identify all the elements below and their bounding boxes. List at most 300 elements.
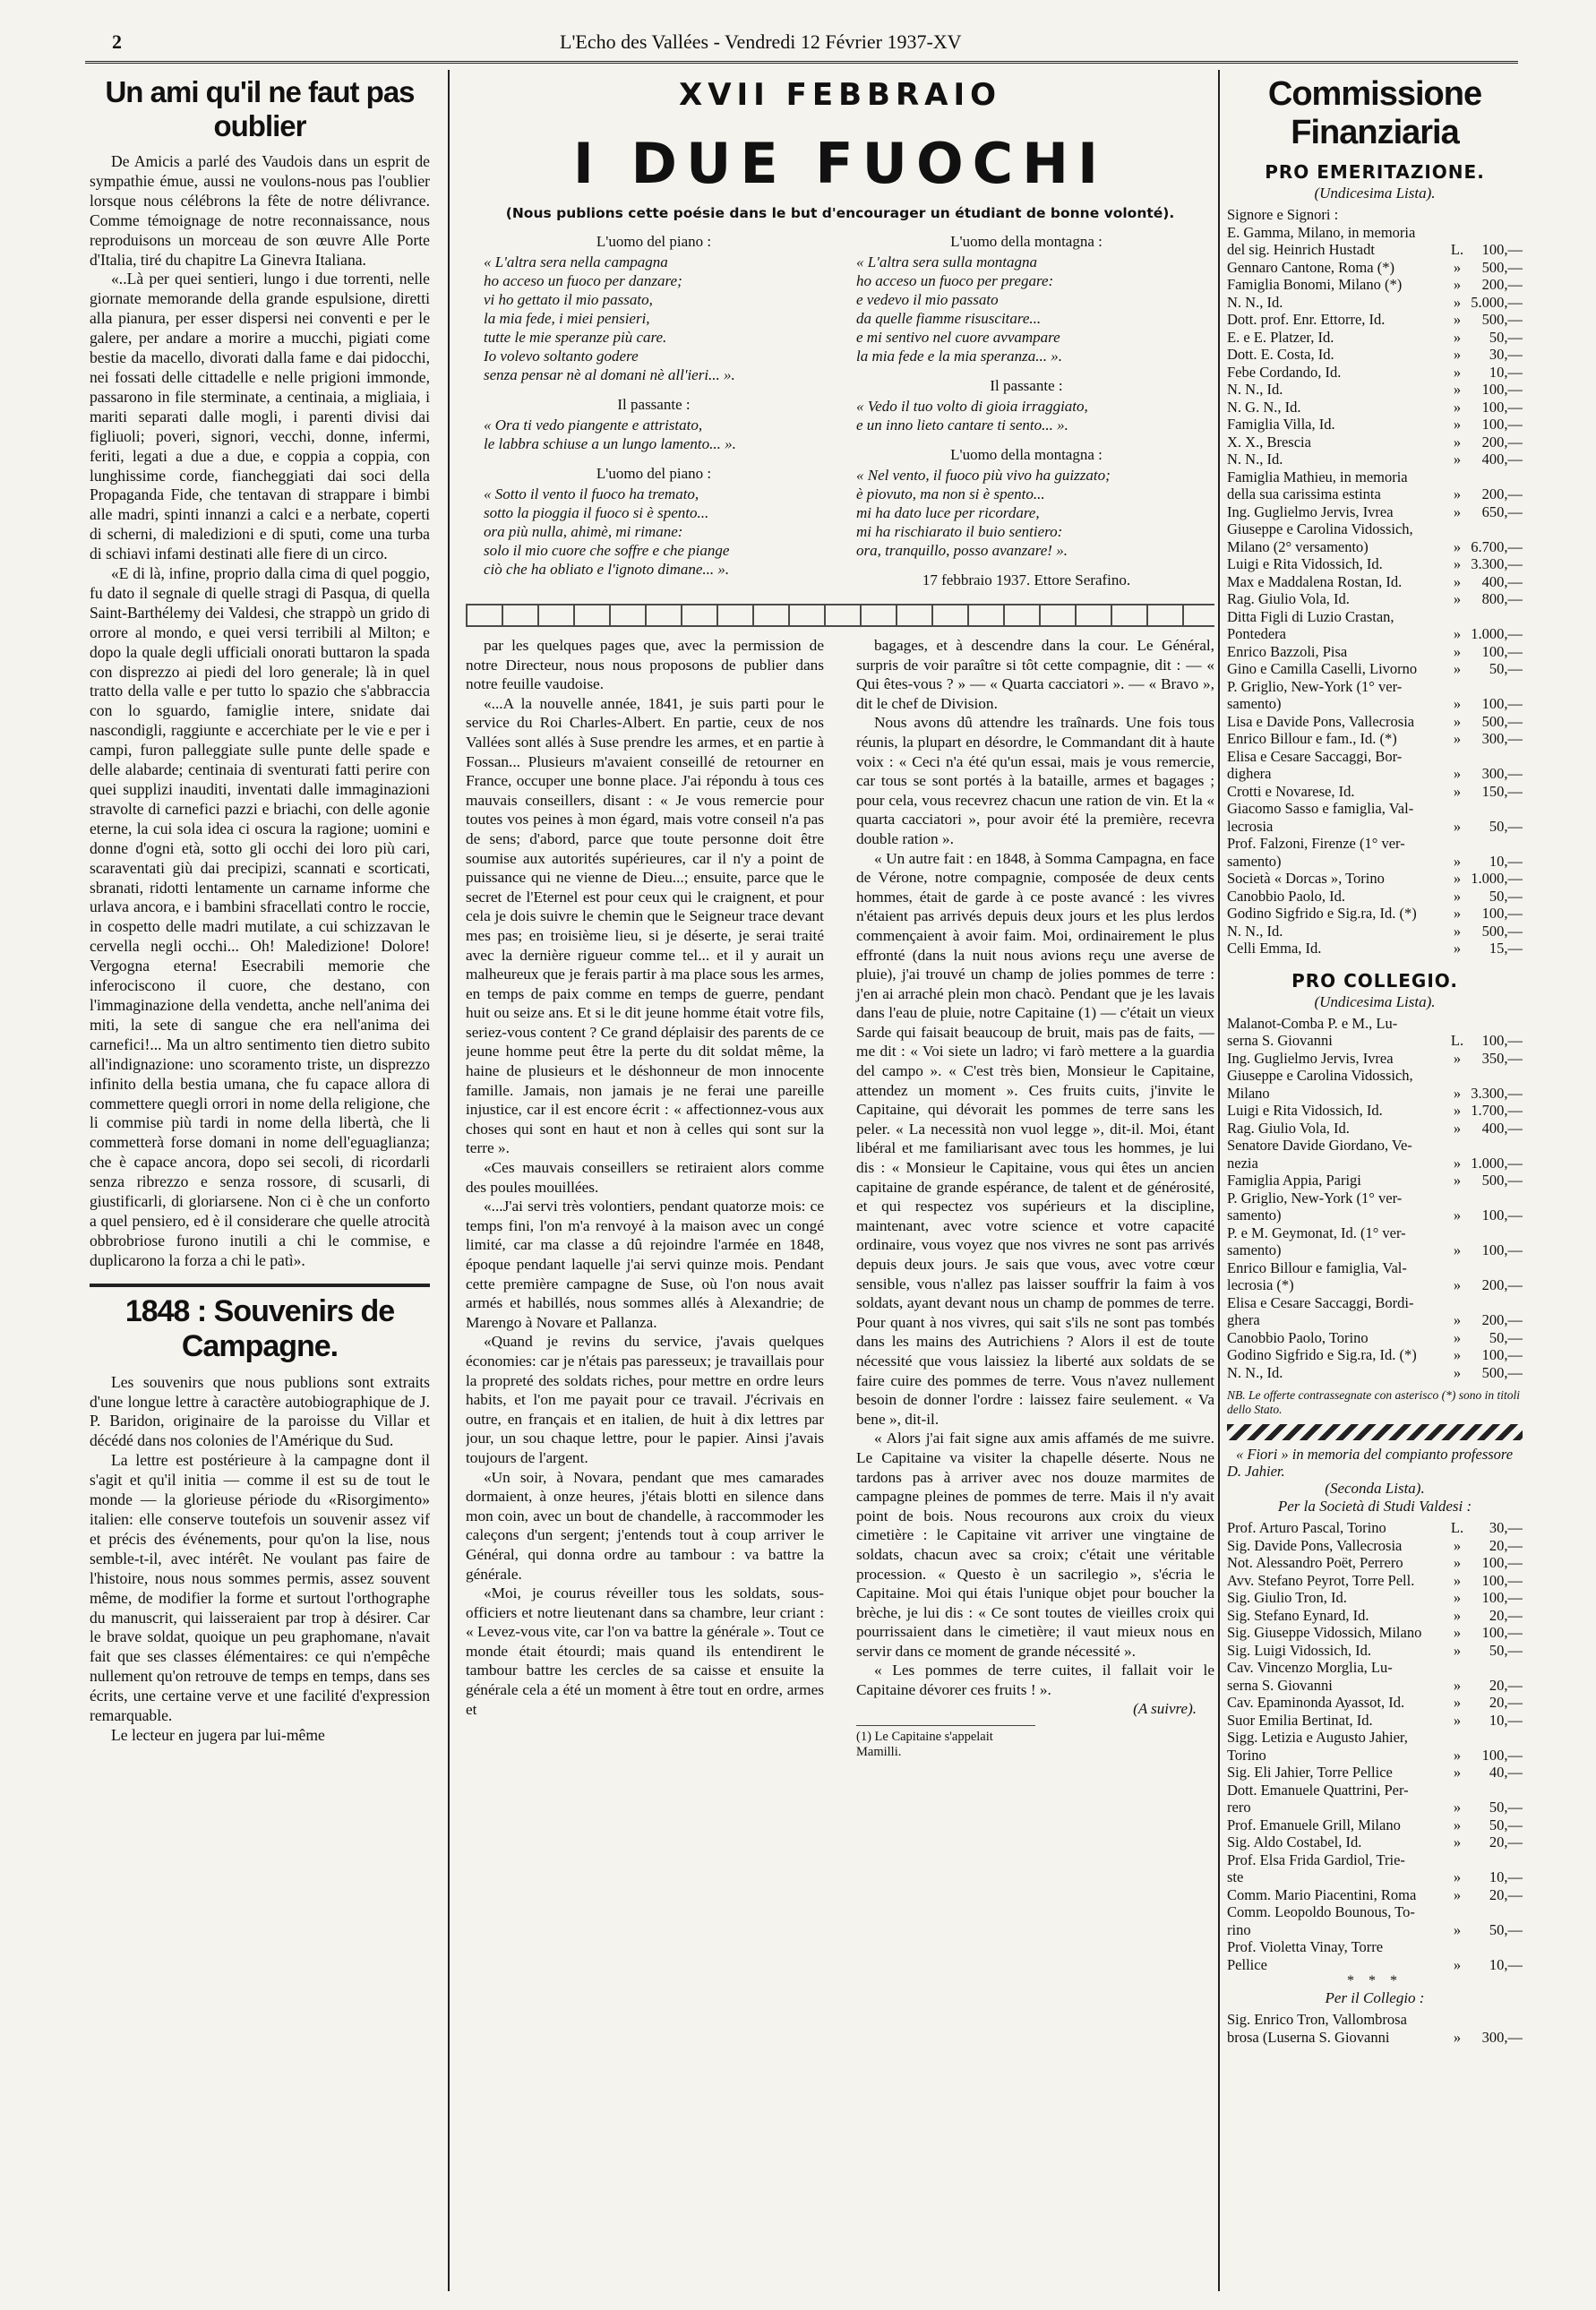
currency-mark: »	[1453, 346, 1462, 363]
donation-amount: 200,—	[1481, 485, 1523, 502]
article-body	[90, 152, 430, 1271]
column-center	[466, 72, 1214, 2302]
donation-row	[1227, 1537, 1523, 1555]
donor-name: Canobbio Paolo, Id.	[1227, 887, 1345, 905]
currency-mark	[1447, 800, 1467, 818]
donation-row	[1227, 870, 1523, 888]
currency-mark: »	[1453, 940, 1462, 957]
donation-row	[1227, 748, 1523, 766]
donor-name: Ing. Guglielmo Jervis, Ivrea	[1227, 502, 1394, 520]
donor-name: Ing. Guglielmo Jervis, Ivrea	[1227, 1049, 1394, 1067]
donation-row	[1227, 573, 1523, 591]
currency-mark: »	[1453, 1885, 1462, 1903]
donation-row	[1227, 1067, 1523, 1085]
donation-row	[1227, 1851, 1523, 1869]
currency-mark: »	[1453, 1746, 1462, 1764]
currency-mark	[1447, 1067, 1467, 1085]
donor-name: P. Griglio, New-York (1° ver-	[1227, 1189, 1403, 1207]
collegio-subheading: Per il Collegio :	[1325, 1989, 1425, 2006]
currency-mark: »	[1453, 293, 1462, 311]
donation-row	[1227, 2011, 1523, 2029]
donation-amount: 100,—	[1481, 1746, 1523, 1764]
donation-amount	[1467, 520, 1523, 538]
fiori-subheading-2: Per la Società di Studi Valdesi :	[1277, 1498, 1472, 1515]
donor-name: dighera	[1227, 765, 1272, 782]
donor-name: P. e M. Geymonat, Id. (1° ver-	[1227, 1224, 1406, 1241]
currency-mark: »	[1453, 1363, 1462, 1381]
poem-verse: ora, tranquillo, posso avanzare! ».	[856, 542, 1068, 559]
donor-name: Avv. Stefano Peyrot, Torre Pell.	[1227, 1571, 1415, 1589]
donor-name: Cav. Epaminonda Ayassot, Id.	[1227, 1694, 1405, 1711]
currency-mark: »	[1453, 712, 1462, 730]
donation-amount: 20,—	[1489, 1676, 1523, 1694]
column-left	[90, 72, 430, 2302]
donation-row	[1227, 1833, 1523, 1851]
poem-verse: « Nel vento, il fuoco più vivo ha guizzato;	[856, 467, 1111, 484]
donation-row	[1227, 364, 1523, 382]
poem-title: I DUE FUOCHI	[572, 131, 1108, 196]
decorative-rule	[1227, 1424, 1523, 1440]
donor-name: E. Gamma, Milano, in memoria	[1227, 223, 1416, 241]
poem-verse: ho acceso un fuoco per danzare;	[484, 272, 682, 289]
donation-row	[1227, 520, 1523, 538]
poem	[466, 230, 1214, 591]
donation-amount: 350,—	[1481, 1049, 1523, 1067]
currency-mark: »	[1453, 328, 1462, 346]
donor-name: Lisa e Davide Pons, Vallecrosia	[1227, 712, 1415, 730]
donation-row	[1227, 399, 1523, 416]
currency-mark: »	[1453, 1920, 1462, 1938]
page-header	[85, 27, 1518, 57]
poem-verse: le labbra schiuse a un lungo lamento... ».	[484, 435, 736, 452]
poem-speaker: L'uomo della montagna :	[950, 233, 1103, 250]
currency-mark: »	[1453, 311, 1462, 328]
currency-mark: »	[1453, 905, 1462, 922]
currency-mark	[1447, 2011, 1467, 2029]
donation-amount	[1467, 1938, 1523, 1956]
currency-mark: »	[1453, 1711, 1462, 1729]
currency-mark: »	[1453, 1554, 1462, 1571]
donor-name: Giuseppe e Carolina Vidossich,	[1227, 520, 1413, 537]
currency-mark: »	[1453, 502, 1462, 520]
donation-row	[1227, 346, 1523, 364]
donation-row	[1227, 905, 1523, 923]
paragraph: «...A la nouvelle année, 1841, je suis parti pour le service du Roi Charles-Albert. En partie, ceux de nos Vallées sont allés à Suse prendre les armes, et en partie à Fossan... Plusieurs m'avaient conseillé de retourner en France, occuper une bonne place. J'ai répondu à tous ces mauvais conseillers, disant : « Je vous remercie pour toutes vos peines à mon égard, mais votre conseil n'a pas de sens; d'abord, parce que toute personne doit être soumise aux autorités supérieures, car il n'y a point de puissance qui ne vienne de Dieu...; ensuite, parce que le secret de l'Eternel est pour ceux qui le craignent, et pour cela je dois suivre le chemin que le Seigneur trace devant mes pas; en troisième lieu, si je déserte, je serai traité avec la dernière rigueur comme tel... et il y aurait un malheureux que je ferais partir à ma place sous les armes, en temps de paix comme en temps de guerre, pendant huit ou seize ans. Et si le dit jeune homme était votre fils, seriez-vous content ? Ce grand déplaisir des parents de ce jeune homme peut être la perte du dit soldat même, la haine de plusieurs et le déshonneur de mon innocente famille. Jamais, non jamais je ne ferai une pareille injustice, car il est encore écrit : « affectionnez-vous aux choses qui sont en haut et non à celles qui sont sur la terre ».	[466, 694, 824, 1157]
donor-name: Sig. Aldo Costabel, Id.	[1227, 1833, 1362, 1851]
donation-amount: 100,—	[1481, 1624, 1523, 1641]
donor-name: Milano (2° versamento)	[1227, 537, 1369, 555]
donation-amount: 20,—	[1489, 1885, 1523, 1903]
donation-row	[1227, 1172, 1523, 1189]
section-heading-2: PRO COLLEGIO.	[1291, 969, 1458, 992]
donation-amount: 300,—	[1481, 2028, 1523, 2046]
donation-amount: 200,—	[1481, 276, 1523, 293]
donation-row	[1227, 1346, 1523, 1364]
fiori-subheading: (Seconda Lista).	[1325, 1480, 1425, 1497]
currency-mark: »	[1453, 1606, 1462, 1624]
paragraph: par les quelques pages que, avec la permission de notre Directeur, nous nous proposons de publier dans notre feuille vaudoise.	[466, 637, 824, 693]
donation-amount: 10,—	[1489, 852, 1523, 870]
donation-amount: 50,—	[1489, 328, 1523, 346]
donor-name: Enrico Billour e fam., Id. (*)	[1227, 730, 1397, 747]
donor-name: Sig. Stefano Eynard, Id.	[1227, 1606, 1369, 1624]
donation-amount	[1467, 1903, 1523, 1921]
section-subheading-2: (Undicesima Lista).	[1314, 992, 1436, 1010]
donor-name: Canobbio Paolo, Torino	[1227, 1328, 1369, 1346]
donation-amount: 400,—	[1481, 572, 1523, 590]
donor-name: Comm. Leopoldo Bounous, To-	[1227, 1903, 1415, 1920]
poem-verse: ciò che ha obliato e l'ignoto dimane... ».	[484, 561, 730, 578]
donor-name: Max e Maddalena Rostan, Id.	[1227, 572, 1403, 590]
currency-mark: »	[1453, 363, 1462, 381]
poem-note: (Nous publions cette poésie dans le but d'encourager un étudiant de bonne volonté).	[505, 205, 1175, 221]
donation-amount: 100,—	[1481, 905, 1523, 922]
donor-name: Signore e Signori :	[1227, 206, 1339, 223]
donation-amount	[1467, 1259, 1523, 1277]
donation-amount: 50,—	[1489, 1920, 1523, 1938]
donation-row	[1227, 224, 1523, 242]
donation-amount: 20,—	[1489, 1606, 1523, 1624]
donation-row	[1227, 276, 1523, 294]
currency-mark: »	[1453, 887, 1462, 905]
currency-mark: »	[1453, 765, 1462, 782]
currency-mark: »	[1453, 1589, 1462, 1606]
donation-amount	[1467, 835, 1523, 853]
donation-amount: 100,—	[1481, 1241, 1523, 1258]
poem-verse: è piovuto, ma non si è spento...	[856, 485, 1045, 502]
donation-amount: 500,—	[1481, 1172, 1523, 1189]
donation-row	[1227, 853, 1523, 871]
currency-mark	[1447, 1903, 1467, 1921]
donation-row	[1227, 1607, 1523, 1625]
currency-mark	[1447, 1224, 1467, 1242]
poem-verse: « L'altra sera nella campagna	[484, 253, 668, 271]
donor-name: Società « Dorcas », Torino	[1227, 870, 1385, 887]
donor-name: Prof. Elsa Frida Gardiol, Trie-	[1227, 1851, 1405, 1868]
donor-name: ghera	[1227, 1311, 1260, 1328]
donor-name: Febe Cordando, Id.	[1227, 363, 1342, 381]
donation-row	[1227, 2029, 1523, 2047]
currency-mark: »	[1453, 451, 1462, 468]
header-rule	[85, 61, 1518, 64]
donation-row	[1227, 1712, 1523, 1730]
donor-name: Milano	[1227, 1084, 1270, 1102]
donation-row	[1227, 485, 1523, 503]
currency-mark: »	[1453, 276, 1462, 293]
donor-name: samento)	[1227, 1207, 1282, 1224]
poem-speaker: Il passante :	[990, 377, 1063, 394]
currency-mark: »	[1453, 642, 1462, 660]
poem-verse: la mia fede e la mia speranza... ».	[856, 348, 1062, 365]
currency-mark	[1447, 835, 1467, 853]
donation-row	[1227, 1903, 1523, 1921]
donor-name: Luigi e Rita Vidossich, Id.	[1227, 1102, 1383, 1119]
donation-row	[1227, 695, 1523, 713]
donor-name: lecrosia	[1227, 817, 1274, 835]
donor-name: Elisa e Cesare Saccaggi, Bor-	[1227, 747, 1403, 765]
currency-mark: »	[1453, 258, 1462, 276]
poem-speaker: L'uomo del piano :	[596, 465, 712, 482]
donation-amount	[1467, 1729, 1523, 1747]
donation-row	[1227, 1050, 1523, 1068]
currency-mark: »	[1453, 1276, 1462, 1293]
donation-amount	[1467, 1294, 1523, 1312]
currency-mark	[1447, 1137, 1467, 1155]
currency-mark: »	[1453, 1119, 1462, 1137]
separator-stars: * * *	[1347, 1973, 1403, 1988]
donation-row	[1227, 678, 1523, 696]
donor-name: Godino Sigfrido e Sig.ra, Id. (*)	[1227, 905, 1417, 922]
donation-amount: 50,—	[1489, 817, 1523, 835]
donor-name: Gino e Camilla Caselli, Livorno	[1227, 660, 1418, 677]
donor-name: Pellice	[1227, 1955, 1267, 1973]
currency-mark	[1447, 1851, 1467, 1869]
donor-name: Prof. Falzoni, Firenze (1° ver-	[1227, 835, 1405, 852]
donation-amount: 500,—	[1481, 1363, 1523, 1381]
donation-list-collegio-2	[1227, 2011, 1523, 2046]
poem-verse: ho acceso un fuoco per pregare:	[856, 272, 1054, 289]
poem-verse: da quelle fiamme risuscitare...	[856, 310, 1042, 327]
donor-name: Prof. Violetta Vinay, Torre	[1227, 1938, 1384, 1955]
currency-mark: »	[1453, 1799, 1462, 1816]
paragraph: Le lecteur en jugera par lui-même	[111, 1725, 325, 1744]
donation-row	[1227, 590, 1523, 608]
donor-name: Sigg. Letizia e Augusto Jahier,	[1227, 1729, 1408, 1746]
donor-name: Dott. Emanuele Quattrini, Per-	[1227, 1781, 1409, 1799]
donation-row	[1227, 1137, 1523, 1155]
paragraph: « Un autre fait : en 1848, à Somma Campagna, en face de Vérone, notre compagnie, composée de deux cents hommes, était de garde à ce poste avancé : les vivres n'étaient pas arrivés depuis deux jours et les plus lerdos commençaient à avoir faim. Moi, ordinairement le plus effronté (dans la nuit nous avions reçu une averse de pluie), j'ai trouvé un champ de jolies pommes de terre : j'en ai arraché plein mon chacò. Pendant que je les lavais dans l'eau de pluie, notre Capitaine (1) — c'était un vieux Sarde qui faisait beaucoup de bruit, mais pas de faits, — me dit : « Voi siete un ladro; vi farò mettere a la guardia del campo ». « C'est très bien, Monsieur le Capitaine, attendez un moment ». Ces fruits cuits, j'invite le Capitaine, qui dévorait les pommes de terre sans les peler. « La necessità non vuol legge », dit-il. Moi, étant libéral et me familiarisant avec tous les hommes, je lui dis : « Monsieur le Capitaine, vous qui êtes un ancien capitaine de grande espérance, de talent et de générosité, et qui respectez vos supérieurs et la discipline, maintenant, avec votre science et votre capacité ordinaire, vous voyez que nos vivres ne sont pas arrivés depuis deux jours. Je sais que vous, avec votre cœur sensible, vous n'allez pas laisser souffrir la faim à vos soldats, ayant devant nous un champ de pommes de terre. Pour quant à nos vivres, qui sait s'ils ne sont pas tombés dans les mains des Autrichiens ? Alors il est de toute nécessité que vous laissiez la liberté aux soldats de se faire cuire des pommes de terre. Vous n'avez nullement besoin de donner l'ordre : laissez faire seulement. « Va bene », dit-il.	[856, 849, 1214, 1428]
currency-mark: »	[1453, 1571, 1462, 1589]
poem-date-title: XVII FEBBRAIO	[679, 77, 1001, 113]
donation-row	[1227, 1085, 1523, 1103]
donation-row	[1227, 259, 1523, 277]
page-number: 2	[112, 30, 122, 53]
donor-name: Famiglia Appia, Parigi	[1227, 1172, 1361, 1189]
donor-name: Elisa e Cesare Saccaggi, Bordi-	[1227, 1293, 1414, 1311]
donation-row	[1227, 381, 1523, 399]
poem-verse: e vedevo il mio passato	[856, 291, 999, 308]
donation-row	[1227, 1032, 1523, 1050]
donation-row	[1227, 1554, 1523, 1572]
donation-row	[1227, 765, 1523, 783]
donation-row	[1227, 1886, 1523, 1904]
donation-amount	[1467, 1224, 1523, 1242]
donation-row	[1227, 1624, 1523, 1642]
donation-amount: 50,—	[1489, 1799, 1523, 1816]
donor-name: nezia	[1227, 1154, 1258, 1172]
poem-verse: senza pensar nè al domani nè all'ieri... ».	[484, 366, 735, 383]
paragraph: « Alors j'ai fait signe aux amis affamés de me suivre. Le Capitaine va visiter la chapelle déserte. Nous ne tardons pas à arriver avec nos douze marmites de campagne pleines de pommes de terre. Mais il n'y avait point de bois. Nous recourons aux croix du vieux cimetière : le Capitaine vit arriver une vingtaine de soldats, chacun avec sa croix; c'était une véritable procession. « Questo è un sacrilegio », s'écria le Capitaine. Moi qui étais l'unique objet pour boucher la brèche, je lui dis : « Ce sont toutes de vieilles croix qui pourrissaient dans le cimetière; il vaut mieux nous en servir dans ce moment de grande nécessité ».	[856, 1430, 1214, 1660]
donation-amount: 50,—	[1489, 1816, 1523, 1833]
currency-mark: »	[1453, 1084, 1462, 1102]
donation-amount: 3.300,—	[1471, 1084, 1523, 1102]
donation-amount	[1467, 800, 1523, 818]
donation-amount: 300,—	[1481, 765, 1523, 782]
fiori-title: « Fiori » in memoria del compianto professore D. Jahier.	[1227, 1446, 1514, 1480]
currency-mark	[1447, 1782, 1467, 1799]
donation-amount: 500,—	[1481, 712, 1523, 730]
donation-row	[1227, 1921, 1523, 1939]
paragraph: «Moi, je courus réveiller tous les soldats, sous-officiers et notre lieutenant dans sa chambre, leur criant : « Levez-vous vite, car l'on va battre la générale ». Tout ce monde était étourdi; mais quand ils entendirent le tambour battre les cercles de sa caisse et ensuite la générale cela a été un moment à être tout en ordre, armes et	[466, 1584, 824, 1718]
donation-row	[1227, 538, 1523, 556]
donation-amount: 15,—	[1489, 940, 1523, 957]
donation-row	[1227, 434, 1523, 451]
donor-name: Enrico Billour e famiglia, Val-	[1227, 1258, 1407, 1276]
currency-mark	[1447, 468, 1467, 486]
currency-mark: »	[1453, 1676, 1462, 1694]
donation-row	[1227, 1224, 1523, 1242]
poem-speaker: L'uomo del piano :	[596, 233, 712, 250]
poem-verse: tutte le mie speranze più care.	[484, 329, 667, 346]
donation-list-collegio	[1227, 1015, 1523, 1382]
poem-verse: « Ora ti vedo piangente e attristato,	[484, 416, 703, 434]
donation-row	[1227, 1329, 1523, 1347]
currency-mark: »	[1453, 852, 1462, 870]
donation-row	[1227, 1938, 1523, 1956]
donation-row	[1227, 555, 1523, 573]
donation-amount: 100,—	[1481, 642, 1523, 660]
donor-name: Rag. Giulio Vola, Id.	[1227, 590, 1350, 607]
ornamental-divider	[466, 604, 1214, 627]
donation-amount	[1467, 206, 1523, 224]
donation-amount: 20,—	[1489, 1833, 1523, 1851]
donation-amount: 100,—	[1481, 1032, 1523, 1049]
donor-name: Giacomo Sasso e famiglia, Val-	[1227, 800, 1414, 817]
paragraph: Nous avons dû attendre les traînards. Une fois tous réunis, la plupart en désordre, le Commandant dit à haute voix : « Ceci n'a été qu'un essai, mais je vous remercie, car tous se sont portés à la bataille, armes et bagages ; pour cela, vous recevrez chacun une ration de vin. Et la « quarta cacciatori », pour avoir été la première, recevra double ration ».	[856, 714, 1214, 847]
donation-row	[1227, 1276, 1523, 1294]
currency-mark	[1447, 1259, 1467, 1277]
footnote: (1) Le Capitaine s'appelait Mamilli.	[856, 1725, 1035, 1760]
donation-amount	[1467, 1137, 1523, 1155]
currency-mark: »	[1453, 1154, 1462, 1172]
donor-name: Giuseppe e Carolina Vidossich,	[1227, 1067, 1413, 1084]
donation-amount: 30,—	[1489, 346, 1523, 363]
section-heading: PRO EMERITAZIONE.	[1265, 161, 1485, 183]
donor-name: Malanot-Comba P. e M., Lu-	[1227, 1014, 1398, 1032]
donor-name: brosa (Luserna S. Giovanni	[1227, 2028, 1390, 2046]
donor-name: N. N., Id.	[1227, 451, 1283, 468]
currency-mark	[1447, 520, 1467, 538]
column-divider	[448, 70, 450, 2291]
donation-row	[1227, 818, 1523, 836]
donation-amount	[1467, 468, 1523, 486]
donation-amount: 50,—	[1489, 887, 1523, 905]
donation-amount: 20,—	[1489, 1536, 1523, 1554]
donation-row	[1227, 1364, 1523, 1382]
donation-amount: 100,—	[1481, 1346, 1523, 1363]
donor-name: N. N., Id.	[1227, 293, 1283, 311]
donation-list-fiori	[1227, 1519, 1523, 1973]
donation-amount: 100,—	[1481, 416, 1523, 433]
donation-row	[1227, 1694, 1523, 1712]
donation-row	[1227, 800, 1523, 818]
paragraph: «Quand je revins du service, j'avais quelques économies: car je n'étais pas paresseux; je travaillais pour la propreté des soldats riches, pour mettre en ordre leurs habits, et l'on me payait pour ce travail. J'écrivais en outre, en français et en italien, de huit à dix lettres par jour, un sou chaque lettre, pour le papier. Ainsi j'avais toujours de l'argent.	[466, 1333, 824, 1466]
donation-amount: 10,—	[1489, 1868, 1523, 1885]
donation-amount: 1.000,—	[1471, 870, 1523, 887]
donation-amount: 800,—	[1481, 590, 1523, 607]
donation-amount: 100,—	[1481, 1571, 1523, 1589]
currency-mark: »	[1453, 2028, 1462, 2046]
donation-row	[1227, 783, 1523, 801]
donation-row	[1227, 1207, 1523, 1224]
donor-name: rero	[1227, 1799, 1251, 1816]
currency-mark: »	[1453, 398, 1462, 416]
donor-name: Senatore Davide Giordano, Ve-	[1227, 1137, 1412, 1154]
donor-name: Enrico Bazzoli, Pisa	[1227, 642, 1348, 660]
donation-row	[1227, 1189, 1523, 1207]
paragraph: «E di là, infine, proprio dalla cima di quel poggio, fu dato il segnale di quelle stragi di Pasqua, di quella Saint-Barthélemy dei Valdesi, che strappò un grido di orrore al mondo, e quei versi terribili al Milton; e dopo la quale degli ufficiali onorati buttaron la spada con disprezzo ai piedi del loro generale; là in quel tratto della valle e per tutto lo spazio che s'abbraccia con lo sguardo, famiglie intere, snidate dai nascondigli, raggiunte e accerchiate per le vie e per i campi, furon palleggiate sulle punte delle spade e delle alabarde; centinaia di sventurati fatti perire con quei supplizi inauditi, inventati dalle immaginazioni stravolte di carnefici pazzi e briachi, con delle agonie eterne, la cui sola idea ci oscura la ragione; uomini e donne d'ogni età, sotto gli occhi dei loro più cari, scaraventati giù dai precipizi, scannati e scorticati, sbranati, ridotti lentamente un carname informe che urlava ancora, e i bambini sfracellati contro le roccie, in cospetto delle madri mutilate, a cui schizzavan le cervella negli occhi... Oh! Maledizione! Dolore! Vergogna eterna! Esecrabili memorie che inferociscono il cuore, che destano, con l'immaginazione della vendetta, anche nell'anima dei miti, la sete di sangue che era nell'anima dei carnefici!... Ma un altro sentimento tien dietro subito all'indignazione: uno scoramento triste, un disprezzo infinito della bestia umana, che fu capace allora di commettere quegli orrori in nome della religione, che li commise più tardi in nome della libertà, che li commetterà forse domani in nome dell'eguaglianza; che è capace ancora, dopo sei secoli, di ricordarli senza ribrezzo e senza rossore, di scusarli, di giustificarli, di gloriarsene. Non ci è che un conforto a quel pensiero, ed è il considerare che quelle atrocità obbrobriose furono inutili a chi le commise, e duplicarono la forza a chi le patì».	[90, 564, 430, 1269]
donation-row	[1227, 1294, 1523, 1312]
donor-name: serna S. Giovanni	[1227, 1032, 1333, 1049]
paragraph: La lettre est postérieure à la campagne dont il s'agit et qu'il initia — comme il est su de tout le monde — la glorieuse période du «Risorgimento» italien: elle conserve toutefois un souvenir assez vif et précis des événements, pour qu'on la lise, nous semble-t-il, avec intérêt. Ne voulant pas faire de l'histoire, nous nous sommes permis, assez souvent même, de modifier la forme et surtout l'orthographe du manuscrit, qui laisseraient par trop à désirer. Car le brave soldat, quoique un peu graphomane, n'avait fait que ses classes élémentaires: ce qui n'empêche nullement qu'on retrouve de temps en temps, dans ses écrits, une certaine verve et une facilité d'expression remarquable.	[90, 1451, 430, 1725]
currency-mark: »	[1453, 1102, 1462, 1119]
donor-name: Famiglia Villa, Id.	[1227, 416, 1335, 433]
currency-mark: »	[1453, 1536, 1462, 1554]
donation-amount: 150,—	[1481, 782, 1523, 800]
paragraph: «...J'ai servi très volontiers, pendant quatorze mois: ce temps fini, l'on m'a renvoyé à la maison avec un congé limité, car ma classe a dû rejoindre l'armée en 1848, époque pendant laquelle j'ai servi quinze mois. Pendant cette première campagne de Suse, où l'on nous avait armés et habillés, nous sommes allés à Alexandrie; de Marengo à Novare et Pallanza.	[466, 1198, 824, 1331]
poem-verse: solo il mio cuore che soffre e che piange	[484, 542, 730, 559]
donor-name: Sig. Davide Pons, Vallecrosia	[1227, 1536, 1403, 1554]
currency-mark: »	[1453, 922, 1462, 940]
donor-name: N. N., Id.	[1227, 922, 1283, 940]
poem-verse: e mi sentivo nel cuore avvampare	[856, 329, 1060, 346]
donation-amount	[1467, 608, 1523, 626]
donation-row	[1227, 940, 1523, 957]
donation-row	[1227, 1764, 1523, 1782]
donation-row	[1227, 1816, 1523, 1834]
donation-amount: 10,—	[1489, 1711, 1523, 1729]
donation-list-emeritazione	[1227, 206, 1523, 957]
currency-mark: »	[1453, 817, 1462, 835]
donation-amount: 200,—	[1481, 1276, 1523, 1293]
poem-verse: la mia fede, i miei pensieri,	[484, 310, 650, 327]
currency-mark: »	[1453, 1207, 1462, 1224]
donor-name: Cav. Vincenzo Morglia, Lu-	[1227, 1659, 1393, 1676]
donation-amount	[1467, 1782, 1523, 1799]
currency-mark: »	[1453, 782, 1462, 800]
donor-name: serna S. Giovanni	[1227, 1676, 1333, 1694]
story-column-b-text	[856, 636, 1214, 1700]
donation-row	[1227, 1956, 1523, 1974]
currency-mark: »	[1453, 416, 1462, 433]
donation-amount: 3.300,—	[1471, 555, 1523, 572]
donor-name: X. X., Brescia	[1227, 433, 1311, 451]
donation-amount: 500,—	[1481, 922, 1523, 940]
poem-right-column	[856, 230, 1197, 591]
donor-name: Pontedera	[1227, 625, 1286, 642]
poem-speaker: L'uomo della montagna :	[950, 446, 1103, 463]
donor-name: Prof. Arturo Pascal, Torino	[1227, 1519, 1386, 1536]
donor-name: Godino Sigfrido e Sig.ra, Id. (*)	[1227, 1346, 1417, 1363]
poem-verse: e un inno lieto cantare ti sento... ».	[856, 416, 1068, 434]
donor-name: rino	[1227, 1920, 1251, 1938]
currency-mark: »	[1453, 1816, 1462, 1833]
donation-amount	[1467, 748, 1523, 766]
currency-mark: »	[1453, 1641, 1462, 1659]
donor-name: Comm. Mario Piacentini, Roma	[1227, 1885, 1417, 1903]
currency-mark: »	[1453, 1694, 1462, 1711]
currency-mark: »	[1453, 1868, 1462, 1885]
story-column-b	[856, 636, 1214, 1760]
poem-verse: vi ho gettato il mio passato,	[484, 291, 653, 308]
poem-verse: « L'altra sera sulla montagna	[856, 253, 1037, 271]
donation-amount: 100,—	[1481, 1554, 1523, 1571]
donation-row	[1227, 660, 1523, 678]
donor-name: N. N., Id.	[1227, 381, 1283, 398]
donor-name: Ditta Figli di Luzio Crastan,	[1227, 607, 1394, 625]
donation-amount: 500,—	[1481, 311, 1523, 328]
currency-mark: »	[1453, 870, 1462, 887]
